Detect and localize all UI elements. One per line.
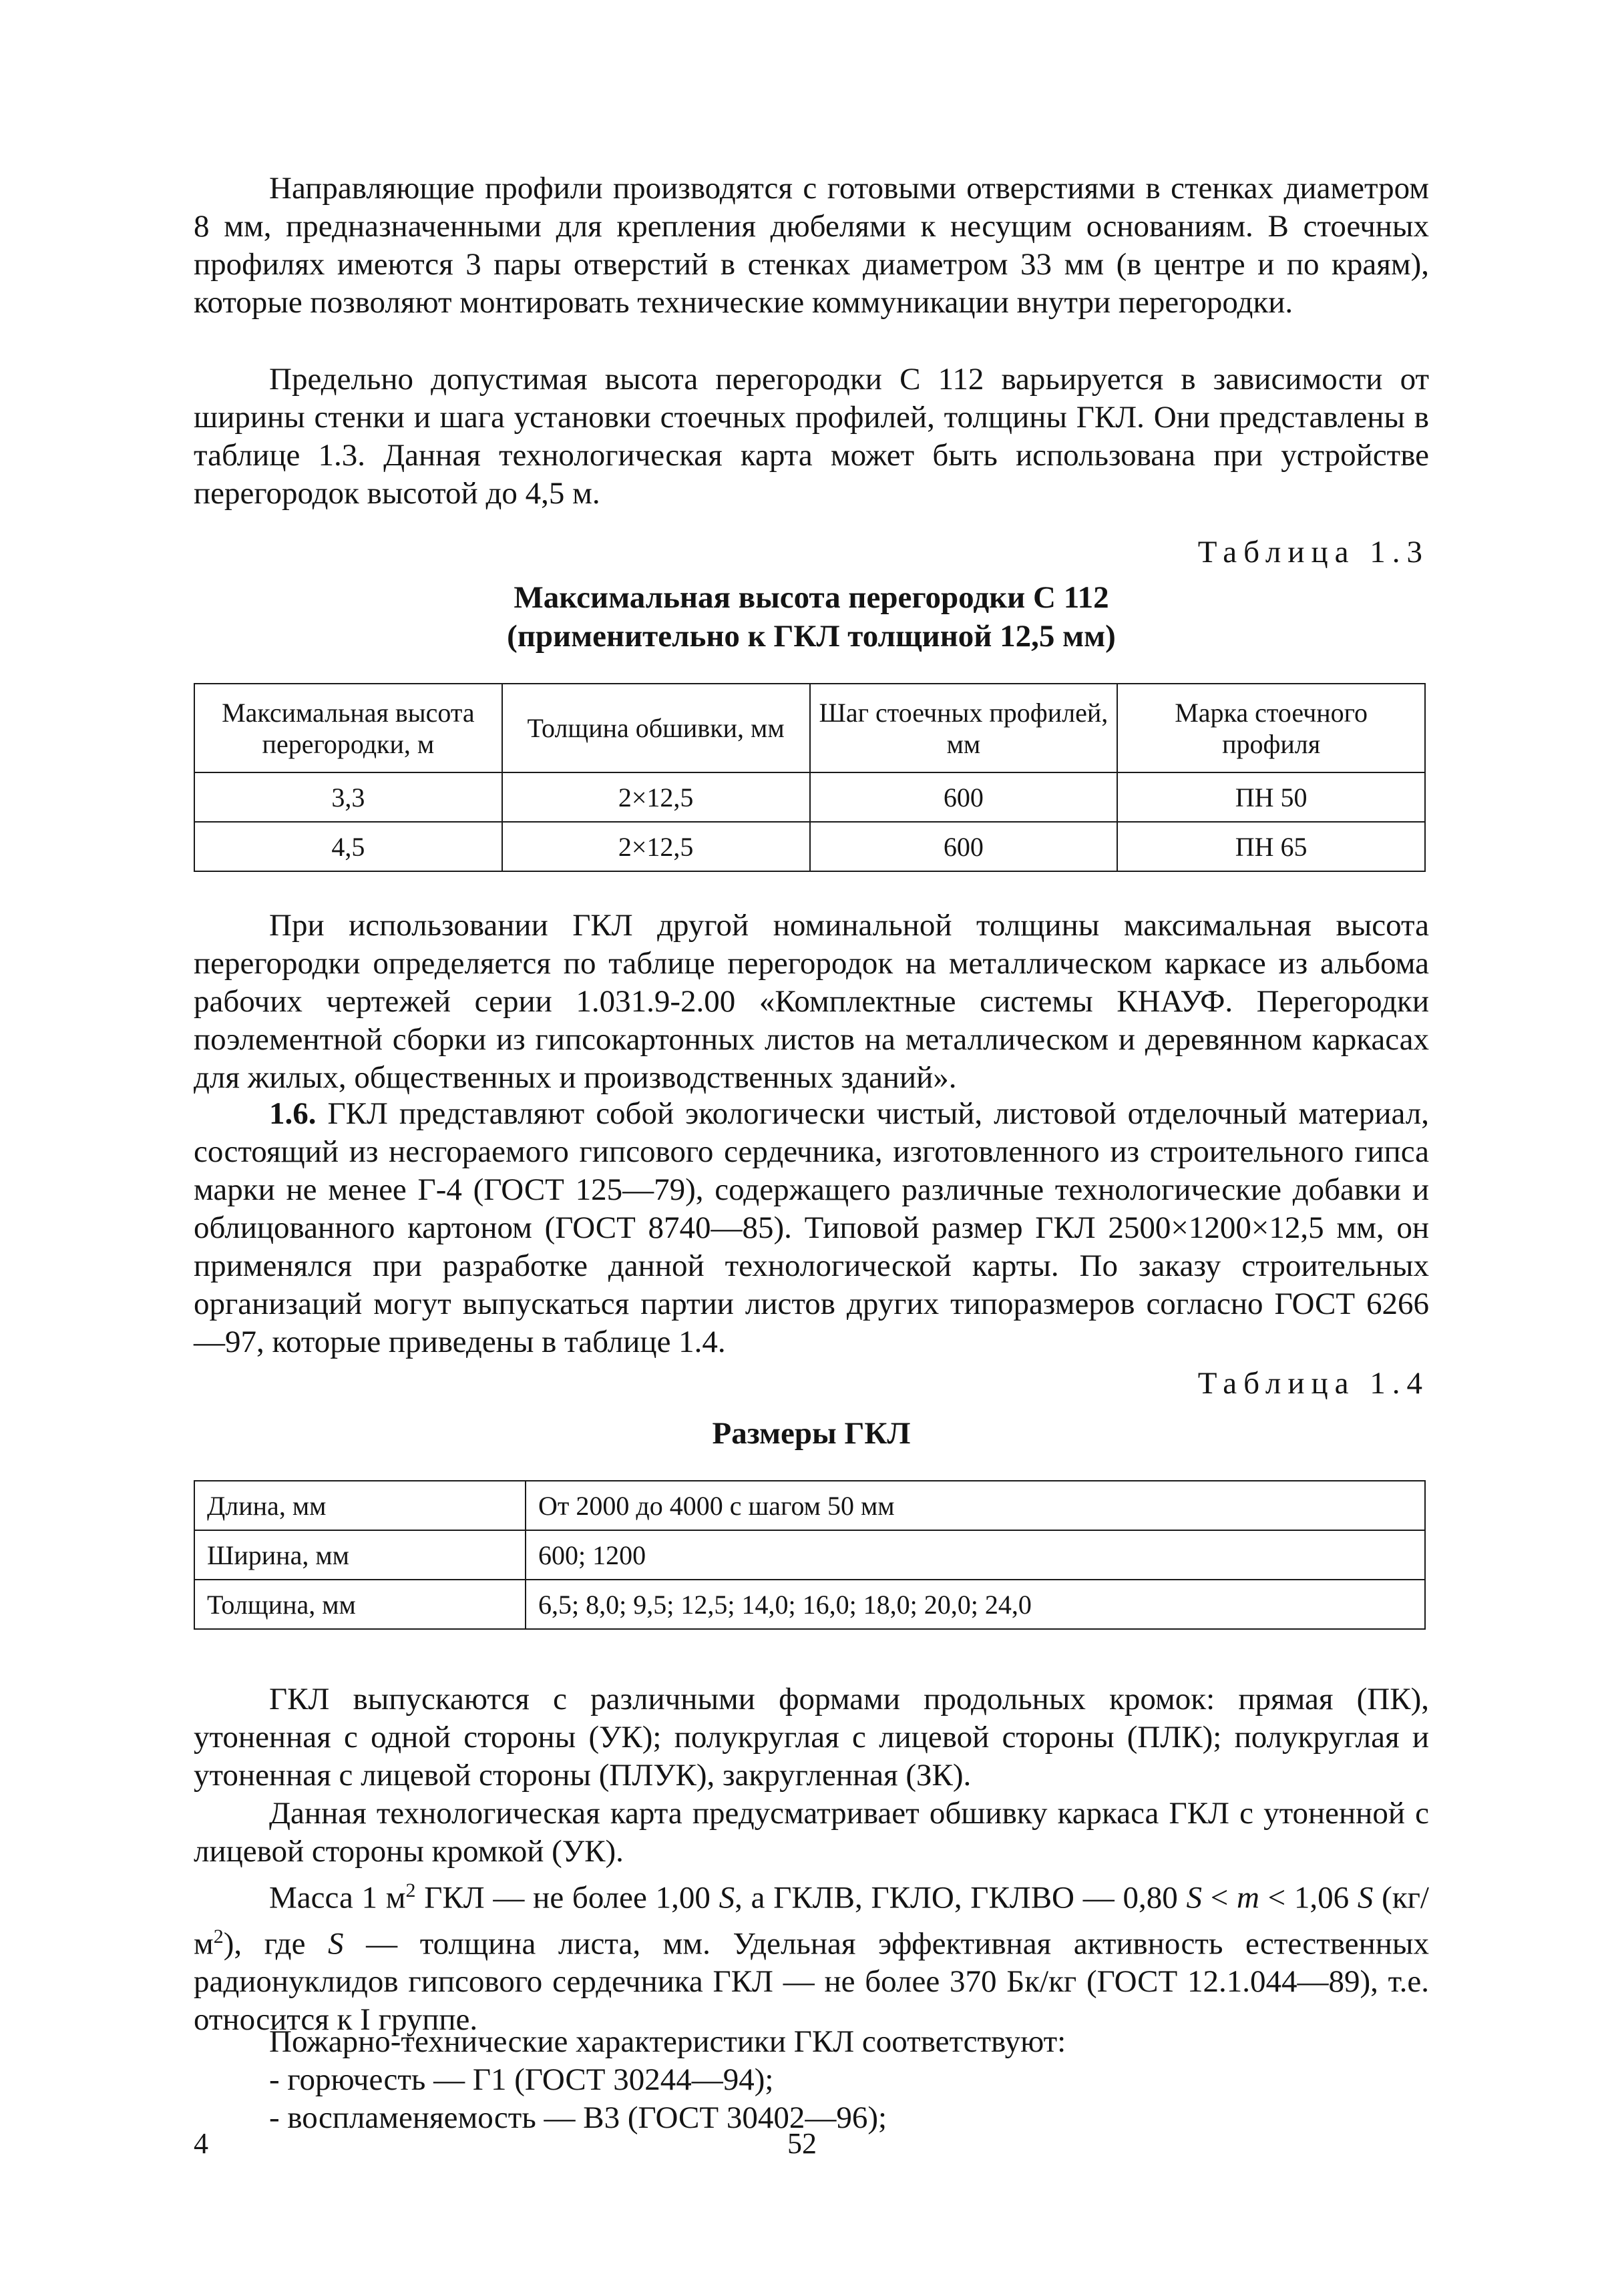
text-fragment: (кг/м <box>194 1880 1429 1962</box>
table-row <box>194 1530 1425 1580</box>
page-number: 52 <box>787 2127 817 2160</box>
section-number: 1.6. <box>269 1096 317 1131</box>
text-fragment: ), где <box>223 1926 329 1962</box>
table-cell: От 2000 до 4000 с шагом 50 мм <box>526 1481 1425 1530</box>
table-cell: Толщина, мм <box>194 1580 526 1629</box>
table-1-3-label: Таблица 1.3 <box>1197 535 1429 569</box>
table-cell: ПН 65 <box>1117 822 1425 871</box>
list-item: - воспламеняемость — В3 (ГОСТ 30402—96); <box>269 2100 887 2135</box>
paragraph-guide-profiles: Направляющие профили производятся с готовыми отверстиями в стенках диаметром 8 мм, предназначенными для крепления дюбелями к несущим основаниям. В стоечных профилях имеются 3 пары отверстий в стенках диаметром 33 мм (в центре и по краям), которые позволяют монтировать технические коммуникации внутри перегородки. <box>194 171 1429 320</box>
list-item: - горючесть — Г1 (ГОСТ 30244—94); <box>269 2062 774 2097</box>
table-1-3-title-line2: (применительно к ГКЛ толщиной 12,5 мм) <box>507 619 1116 654</box>
table-cell: Длина, мм <box>194 1481 526 1530</box>
symbol-s: S <box>328 1926 344 1962</box>
text-fragment: < <box>1201 1880 1237 1915</box>
table-header-cell: Шаг стоечных профилей, мм <box>810 684 1118 772</box>
table-cell: 600 <box>810 822 1118 871</box>
table-1-4 <box>194 1480 1426 1630</box>
table-1-3-title <box>194 578 1429 656</box>
section-text: ГКЛ представляют собой экологически чистый, листовой отделочный материал, состоящий из несгораемого гипсового сердечника, изготовленного из строительного гипса марки не менее Г-4 (ГОСТ 125—79), содержащего различные технологические добавки и облицованного картоном (ГОСТ 8740—85). Типовой размер ГКЛ 2500×1200×12,5 мм, он применялся при разработке данной технологической карты. По заказу строительных организаций могут выпускаться партии листов других типоразмеров согласно ГОСТ 6266—97, которые приведены в таблице 1.4. <box>194 1096 1429 1359</box>
table-cell: 2×12,5 <box>502 822 810 871</box>
table-cell: ПН 50 <box>1117 772 1425 822</box>
text-fragment: ГКЛ — не более 1,00 <box>415 1880 719 1915</box>
paragraph-edge-forms: ГКЛ выпускаются с различными формами продольных кромок: прямая (ПК), утоненная с одной стороны (УК); полукруглая с лицевой стороны (ПЛК); полукруглая и утоненная с лицевой стороны (ПЛУК), закругленная (ЗК). <box>194 1682 1429 1793</box>
symbol-s: S <box>719 1880 735 1915</box>
text-fragment: — толщина листа, мм. Удельная эффективная активность естественных радионуклидов гипсового сердечника ГКЛ — не более 370 Бк/кг (ГОСТ 12.1.044—89), т.е. относится к I группе. <box>194 1926 1429 2038</box>
table-1-3 <box>194 683 1426 872</box>
symbol-s: S <box>1357 1880 1374 1915</box>
table-cell: Ширина, мм <box>194 1530 526 1580</box>
paragraph-sheathing: Данная технологическая карта предусматривает обшивку каркаса ГКЛ с утоненной с лицевой стороны кромкой (УК). <box>194 1796 1429 1869</box>
table-cell: 600; 1200 <box>526 1530 1425 1580</box>
text-fragment: < 1,06 <box>1259 1880 1358 1915</box>
table-row <box>194 822 1425 871</box>
superscript: 2 <box>405 1879 416 1901</box>
table-cell: 2×12,5 <box>502 772 810 822</box>
paragraph-max-height: Предельно допустимая высота перегородки С 112 варьируется в зависимости от ширины стенки и шага установки стоечных профилей, толщины ГКЛ. Они представлены в таблице 1.3. Данная технологическая карта может быть использована при устройстве перегородок высотой до 4,5 м. <box>194 362 1429 511</box>
paragraph-section-1-6 <box>194 1095 1429 1361</box>
table-row <box>194 1481 1425 1530</box>
superscript: 2 <box>213 1925 224 1947</box>
text-fragment: , а ГКЛВ, ГКЛО, ГКЛВО — 0,80 <box>735 1880 1187 1915</box>
table-cell: 600 <box>810 772 1118 822</box>
paragraph-mass <box>194 1871 1429 2039</box>
symbol-s: S <box>1186 1880 1202 1915</box>
fire-characteristics <box>194 2023 1429 2137</box>
table-1-3-title-line1: Максимальная высота перегородки С 112 <box>514 580 1109 615</box>
table-header-cell: Марка стоечного профиля <box>1117 684 1425 772</box>
table-cell: 4,5 <box>194 822 502 871</box>
table-1-4-title: Размеры ГКЛ <box>712 1416 911 1451</box>
table-cell: 3,3 <box>194 772 502 822</box>
paragraph-other-thickness: При использовании ГКЛ другой номинальной толщины максимальная высота перегородки определяется по таблице перегородок на металлическом каркасе из альбома рабочих чертежей серии 1.031.9-2.00 «Комплектные системы КНАУФ. Перегородки поэлементной сборки из гипсокартонных листов на металлическом и деревянном каркасах для жилых, общественных и производственных зданий». <box>194 908 1429 1095</box>
symbol-m: m <box>1236 1880 1259 1915</box>
paragraph-fire-intro: Пожарно-технические характеристики ГКЛ соответствуют: <box>269 2024 1066 2059</box>
table-1-4-label: Таблица 1.4 <box>1197 1366 1429 1401</box>
table-row <box>194 1580 1425 1629</box>
table-header-row <box>194 684 1425 772</box>
table-row <box>194 772 1425 822</box>
text-fragment: Масса 1 м <box>269 1880 406 1915</box>
table-cell: 6,5; 8,0; 9,5; 12,5; 14,0; 16,0; 18,0; 20,0; 24,0 <box>526 1580 1425 1629</box>
table-header-cell: Максимальная высота перегородки, м <box>194 684 502 772</box>
table-header-cell: Толщина обшивки, мм <box>502 684 810 772</box>
footer-left-number: 4 <box>194 2127 208 2160</box>
